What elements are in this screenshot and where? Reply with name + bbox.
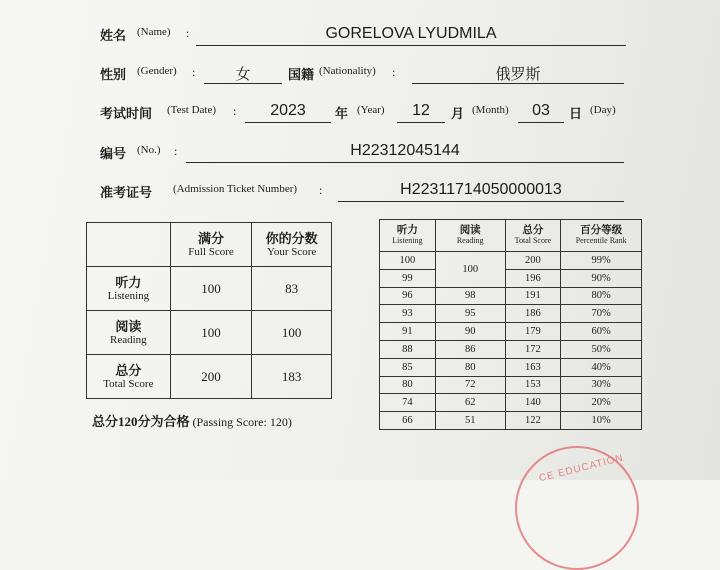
listening-cell: 88 <box>380 340 436 358</box>
test-date-label-en: (Test Date) <box>167 104 217 116</box>
table-row <box>380 358 642 376</box>
year-underline <box>245 122 331 123</box>
total-row <box>87 355 332 399</box>
listening-cell: 66 <box>380 412 436 430</box>
year-label-en: (Year) <box>357 104 385 116</box>
reading-row <box>87 311 332 355</box>
listening-label-en: Listening <box>107 289 150 302</box>
colon: : <box>319 183 323 197</box>
year-value: 2023 <box>270 102 306 119</box>
percentile-header-row <box>380 220 642 252</box>
month-value: 12 <box>412 102 430 119</box>
total-cell: 179 <box>505 323 561 341</box>
percentile-cell: 80% <box>561 287 642 305</box>
listening-col-header-en: Listening <box>392 236 423 245</box>
day-underline <box>518 122 564 123</box>
table-row <box>380 376 642 394</box>
listening-full-score: 100 <box>170 267 252 311</box>
full-score-header-cn: 满分 <box>198 230 225 246</box>
total-cell: 196 <box>505 269 561 287</box>
year-label-cn: 年 <box>335 106 349 121</box>
reading-cell: 62 <box>435 394 505 412</box>
table-row <box>380 252 642 270</box>
number-label-en: (No.) <box>137 144 161 156</box>
score-table-corner <box>87 223 171 267</box>
day-value: 03 <box>532 102 550 119</box>
reading-label-en: Reading <box>110 333 147 346</box>
reading-cell: 90 <box>435 323 505 341</box>
reading-cell: 51 <box>435 412 505 430</box>
table-row <box>380 323 642 341</box>
total-cell: 186 <box>505 305 561 323</box>
ticket-underline <box>338 201 624 202</box>
name-label-en: (Name) <box>137 26 171 38</box>
table-row <box>380 287 642 305</box>
month-label-cn: 月 <box>451 106 465 121</box>
reading-col-header <box>435 220 505 252</box>
day-label-cn: 日 <box>569 106 583 121</box>
number-label-cn: 编号 <box>100 146 127 161</box>
table-row <box>380 269 642 287</box>
colon: : <box>192 65 196 79</box>
listening-cell: 100 <box>380 252 436 270</box>
listening-col-header-cn: 听力 <box>396 225 418 236</box>
name-underline <box>196 45 626 46</box>
total-cell: 191 <box>505 287 561 305</box>
listening-cell: 74 <box>380 394 436 412</box>
reading-cell: 100 <box>435 252 505 288</box>
percentile-table <box>379 219 642 430</box>
table-row <box>380 340 642 358</box>
gender-label-cn: 性别 <box>100 67 127 82</box>
listening-cell: 80 <box>380 376 436 394</box>
score-table-header-row <box>87 223 332 267</box>
reading-col-header-cn: 阅读 <box>459 225 481 236</box>
total-your-score: 183 <box>252 355 332 399</box>
month-underline <box>397 122 445 123</box>
percentile-cell: 99% <box>561 252 642 270</box>
ticket-label-en: (Admission Ticket Number) <box>173 183 298 195</box>
month-label-en: (Month) <box>472 104 509 116</box>
reading-full-score: 100 <box>170 311 252 355</box>
gender-value: 女 <box>235 65 251 83</box>
listening-row <box>87 267 332 311</box>
reading-cell: 80 <box>435 358 505 376</box>
colon: : <box>392 65 396 79</box>
total-cell: 122 <box>505 412 561 430</box>
total-label-en: Total Score <box>103 377 154 390</box>
score-table <box>86 222 332 399</box>
passing-score-note <box>92 411 292 430</box>
reading-cell: 72 <box>435 376 505 394</box>
percentile-cell: 60% <box>561 323 642 341</box>
nationality-label-en: (Nationality) <box>319 65 376 77</box>
your-score-header-en: Your Score <box>267 245 317 258</box>
colon: : <box>186 26 190 40</box>
table-row <box>380 305 642 323</box>
passing-score-cn: 总分120分为合格 <box>92 414 190 429</box>
your-score-header <box>252 223 332 267</box>
reading-col-header-en: Reading <box>456 236 484 245</box>
total-full-score: 200 <box>170 355 252 399</box>
reading-your-score: 100 <box>252 311 332 355</box>
nationality-label-cn: 国籍 <box>288 67 315 82</box>
total-col-header-cn: 总分 <box>522 225 544 236</box>
number-underline <box>186 162 624 163</box>
ticket-value: H22311714050000013 <box>400 181 562 198</box>
full-score-header <box>170 223 252 267</box>
percentile-cell: 10% <box>561 412 642 430</box>
percentile-cell: 20% <box>561 394 642 412</box>
your-score-header-cn: 你的分数 <box>265 230 318 246</box>
total-col-header-en: Total Score <box>514 236 552 245</box>
listening-col-header <box>380 220 436 252</box>
listening-label-cn: 听力 <box>115 274 142 290</box>
table-row <box>380 394 642 412</box>
total-col-header <box>505 220 561 252</box>
gender-label-en: (Gender) <box>137 65 177 77</box>
total-cell: 200 <box>505 252 561 270</box>
nationality-value: 俄罗斯 <box>495 65 541 83</box>
table-row <box>380 412 642 430</box>
reading-label-cn: 阅读 <box>115 318 142 334</box>
percentile-cell: 90% <box>561 269 642 287</box>
listening-cell: 85 <box>380 358 436 376</box>
passing-score-en: (Passing Score: 120) <box>192 415 292 429</box>
total-cell: 153 <box>505 376 561 394</box>
seal-text: CE EDUCATION <box>537 452 625 485</box>
reading-cell: 98 <box>435 287 505 305</box>
percentile-cell: 50% <box>561 340 642 358</box>
total-label <box>87 355 171 399</box>
name-label-cn: 姓名 <box>100 28 127 43</box>
reading-label <box>87 311 171 355</box>
listening-cell: 91 <box>380 323 436 341</box>
colon: : <box>174 144 178 158</box>
total-label-cn: 总分 <box>115 362 142 378</box>
listening-cell: 93 <box>380 305 436 323</box>
colon: : <box>233 104 237 118</box>
listening-cell: 99 <box>380 269 436 287</box>
percentile-col-header <box>561 220 642 252</box>
total-cell: 163 <box>505 358 561 376</box>
number-value: H22312045144 <box>350 142 460 159</box>
listening-your-score: 83 <box>252 267 332 311</box>
percentile-cell: 40% <box>561 358 642 376</box>
test-date-label-cn: 考试时间 <box>100 106 153 121</box>
total-cell: 172 <box>505 340 561 358</box>
listening-label <box>87 267 171 311</box>
percentile-col-header-cn: 百分等级 <box>580 225 623 236</box>
listening-cell: 96 <box>380 287 436 305</box>
percentile-col-header-en: Percentile Rank <box>575 236 627 245</box>
reading-cell: 86 <box>435 340 505 358</box>
total-cell: 140 <box>505 394 561 412</box>
full-score-header-en: Full Score <box>188 245 234 258</box>
reading-cell: 95 <box>435 305 505 323</box>
name-value: GORELOVA LYUDMILA <box>325 25 497 42</box>
percentile-cell: 30% <box>561 376 642 394</box>
ticket-label-cn: 准考证号 <box>100 185 153 200</box>
percentile-cell: 70% <box>561 305 642 323</box>
day-label-en: (Day) <box>590 104 616 116</box>
